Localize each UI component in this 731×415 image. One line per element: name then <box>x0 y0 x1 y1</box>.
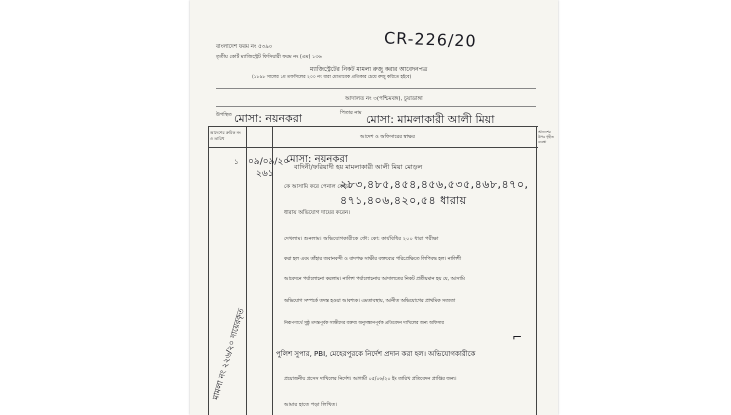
header-line <box>216 88 536 89</box>
document-page <box>190 0 558 415</box>
applicant-label: উপস্থিত <box>216 112 232 118</box>
order-paragraph-line: নিরূপণার্থে সুষ্ঠু তদন্তপূর্বক সাক্ষীদের বক্তব্য অনুসন্ধানপূর্বক প্রতিবেদন দাখিলের জন্য অফিসার <box>284 321 444 326</box>
column-header-serial: আদেশের ক্রমিক নং ও তারিখ <box>210 130 241 141</box>
signature-mark: ⌐ <box>512 330 523 344</box>
order-paragraph-line: আবেদনে পর্যালোচনা করলাম। নালিশ পর্যালোচনায় আদালতের নিকট প্রতীয়মান হয় যে, আসামি <box>284 277 465 282</box>
row-line-hw: ২৬১ <box>256 169 274 179</box>
form-subtitle: তৃতীয় কোর্ট ম্যাজিস্ট্রেট ফিসিয়ারী ফরম নং (এম) ১৩৬ <box>216 54 322 60</box>
father-name: মোসা: মামলাকারী আলী মিয়া <box>366 113 495 126</box>
order-paragraph-line: আমার হাতে পড়া লিখিত। <box>284 402 338 408</box>
form-title: ম্যাজিস্ট্রেটের নিকট মামলা রুজু করার আবেদনপত্র <box>310 66 428 73</box>
order-paragraph-line: পুলিশ সুপার, PBI, মেহেরপুরকে নির্দেশ প্রদান করা হল। অভিযোগকারীকে <box>276 350 476 358</box>
column-header-order: আদেশ ও অফিসারের স্বাক্ষর <box>360 134 415 140</box>
row-line: মোসা: নয়নকরা <box>286 154 348 165</box>
table-left-border <box>208 126 209 415</box>
applicant-name: মোসা: নয়নকরা <box>234 112 302 125</box>
table-column-divider <box>536 126 537 415</box>
header-line <box>216 106 536 107</box>
row-line: বাদিনী/ফরিয়াদী হয় মামলাকারী আলী মিয়া মোড়ল <box>294 163 423 171</box>
margin-note: মামলা নং ২২৬/২০ দায়েরকৃত <box>210 307 246 401</box>
row-line-hw: ২৮৩,৪৮৫,৪৫৪,৪৫৬,৫৩৫,৪৬৮,৪৭০, <box>340 178 529 191</box>
case-number: CR-226/20 <box>383 28 478 51</box>
father-label: পিতার নাম <box>340 110 362 116</box>
order-paragraph-line: দেখলাম। শুনলাম। অভিযোগকারীকে ফৌ: কো: কার্যবিধির ২০০ ধারা পরীক্ষা <box>284 236 439 242</box>
row-line-hw: ৪৭১,৪০৬,৪২০,৫৪ ধারায় <box>340 194 467 207</box>
row-date: ০৯/০৯/২০ <box>248 157 290 167</box>
row-line: ধারায় অভিযোগ দায়ের করেন। <box>284 210 351 216</box>
court-line: আদালত নং ৩(পশ্চিমবঙ্গ), চুয়াডাঙ্গা <box>345 96 423 102</box>
column-header-action: আদেশের উপর গৃহীত ব্যবস্থা <box>538 130 554 144</box>
order-paragraph-line: অভিযোগ সম্পর্কে তদন্ত হওয়া আবশ্যক। এমতাবস্থায়, আনীত অভিযোগের প্রাথমিক সত্যতা <box>284 299 456 304</box>
form-note: (১৮৯৮ সালের ১ম তফসিলের ২০০ নং ধারা মোতাবেক প্রতিকার চেয়ে রুজু করিতে হইবে) <box>252 75 412 80</box>
table-header-border <box>208 147 538 148</box>
order-paragraph-line: করা হল এবং তাঁহার জবানবন্দী ও বাদপক্ষ সাক্ষীর বক্তব্যের পরিপ্রেক্ষিতে লিপিবদ্ধ হল। নালিশী <box>284 257 462 262</box>
row-line: কে আসামি করে পেনাল কোড <box>284 184 350 190</box>
table-column-divider <box>246 126 247 415</box>
table-top-border <box>208 126 538 127</box>
order-paragraph-line: প্রয়োজনীয় প্রসেস দাখিলের নির্দেশ। আগামী ০৫/০৬/২০ ইং তারিখ প্রতিবেদন প্রাপ্তির জন্য। <box>284 377 457 382</box>
form-number: বাংলাদেশ ফরম নং ৫৩৯০ <box>216 44 273 50</box>
row-serial: ১ <box>234 158 239 166</box>
